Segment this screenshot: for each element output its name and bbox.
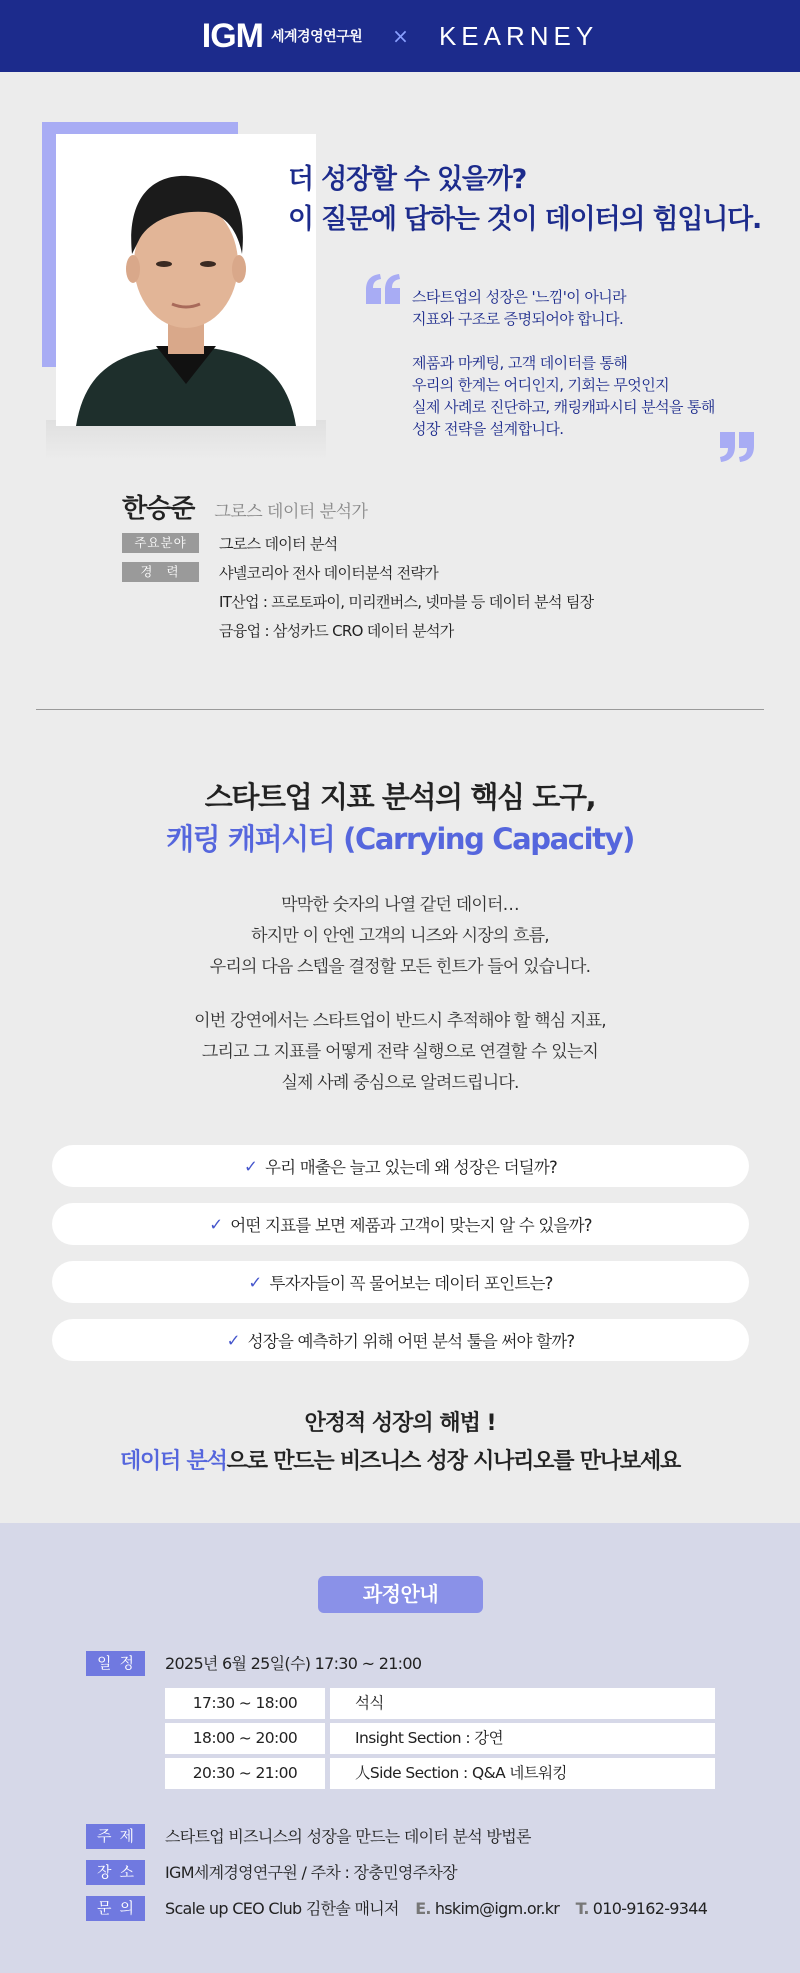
speaker-name: 한승준 [122, 494, 195, 524]
career-item: IT산업 : 프로토파이, 미리캔버스, 넷마블 등 데이터 분석 팀장 [219, 593, 594, 611]
description-line: 실제 사례 중심으로 알려드립니다. [281, 1073, 519, 1093]
description-line: 우리의 다음 스텝을 결정할 모든 힌트가 들어 있습니다. [209, 957, 591, 977]
career-item: 샤넬코리아 전사 데이터분석 전략가 [219, 564, 439, 582]
schedule-time: 18:00 ~ 20:00 [165, 1723, 325, 1754]
closing-line-2 [0, 1442, 800, 1482]
date-label: 일정 [86, 1651, 145, 1676]
contact-label: 문의 [86, 1896, 145, 1921]
schedule-desc: 人Side Section : Q&A 네트워킹 [330, 1758, 715, 1789]
quote-paragraph-1 [412, 286, 742, 330]
question-pill [52, 1319, 749, 1361]
contact-value [165, 1896, 707, 1921]
contact-email[interactable]: hskim@igm.or.kr [434, 1899, 560, 1918]
speaker-title: 그로스 데이터 분석가 [214, 502, 368, 522]
schedule-desc: Insight Section : 강연 [330, 1723, 715, 1754]
description-paragraph-2 [0, 1006, 800, 1099]
topic-label: 주제 [86, 1824, 145, 1849]
place-label: 장소 [86, 1860, 145, 1885]
contact-phone[interactable]: 010-9162-9344 [592, 1899, 708, 1918]
igm-logo-subtext: 세계경영연구원 [271, 29, 363, 45]
profile-field-row [122, 533, 593, 555]
speaker-portrait-icon [56, 134, 316, 426]
topic-value: 스타트업 비즈니스의 성장을 만드는 데이터 분석 방법론 [165, 1827, 531, 1846]
collab-separator: × [392, 24, 409, 48]
section-divider [36, 709, 764, 710]
schedule-time: 17:30 ~ 18:00 [165, 1688, 325, 1719]
schedule-table [165, 1688, 715, 1793]
description-line: 하지만 이 안엔 고객의 니즈와 시장의 흐름, [251, 926, 549, 946]
closing-highlight: 데이터 분석 [119, 1449, 227, 1474]
quote-line: 성장 전략을 설계합니다. [412, 420, 564, 438]
course-badge: 과정안내 [318, 1576, 483, 1613]
closing-rest: 으로 만드는 비즈니스 성장 시나리오를 만나보세요 [226, 1449, 681, 1474]
section-title-line-1: 스타트업 지표 분석의 핵심 도구, [204, 780, 596, 814]
date-value: 2025년 6월 25일(수) 17:30 ~ 21:00 [165, 1654, 422, 1673]
check-icon: ✓ [226, 1330, 240, 1350]
header-bar [0, 0, 800, 72]
question-pill [52, 1203, 749, 1245]
schedule-row [165, 1758, 715, 1789]
schedule-row [165, 1723, 715, 1754]
career-item: 금융업 : 삼성카드 CRO 데이터 분석가 [219, 622, 454, 640]
description-line: 그리고 그 지표를 어떻게 전략 실행으로 연결할 수 있는지 [201, 1042, 599, 1062]
question-text: 우리 매출은 늘고 있는데 왜 성장은 더딜까? [265, 1158, 558, 1177]
quote-line: 실제 사례로 진단하고, 캐링캐파시티 분석을 통해 [412, 398, 715, 416]
description-line: 막막한 숫자의 나열 같던 데이터… [281, 895, 519, 915]
tel-key: T. [575, 1899, 589, 1918]
field-value: 그로스 데이터 분석 [219, 535, 338, 553]
closing-line-1: 안정적 성장의 해법 ! [304, 1411, 496, 1436]
description-line: 이번 강연에서는 스타트업이 반드시 추적해야 할 핵심 지표, [194, 1011, 606, 1031]
open-quote-icon [366, 274, 400, 304]
check-icon: ✓ [248, 1272, 262, 1292]
section-title [0, 776, 800, 860]
check-icon: ✓ [209, 1214, 223, 1234]
headline-line-2: 이 질문에 답하는 것이 데이터의 힘입니다. [288, 204, 762, 235]
speaker-profile [122, 533, 593, 649]
quote-line: 스타트업의 성장은 '느낌'이 아니라 [412, 288, 627, 306]
speaker-heading [122, 488, 367, 525]
schedule-row [165, 1688, 715, 1719]
quote-line: 우리의 한계는 어디인지, 기회는 무엇인지 [412, 376, 669, 394]
headline-line-1: 더 성장할 수 있을까? [288, 164, 527, 195]
career-list [219, 562, 593, 642]
email-key: E. [415, 1899, 431, 1918]
igm-logo-text: IGM [201, 16, 263, 55]
question-pill [52, 1261, 749, 1303]
photo-shadow [46, 420, 326, 460]
speaker-photo [56, 134, 316, 426]
field-tag: 주요분야 [122, 533, 199, 553]
profile-career-row [122, 562, 593, 642]
quote-paragraph-2 [412, 352, 742, 440]
check-icon: ✓ [243, 1156, 258, 1176]
career-tag: 경력 [122, 562, 199, 582]
question-text: 성장을 예측하기 위해 어떤 분석 툴을 써야 할까? [247, 1332, 575, 1351]
schedule-time: 20:30 ~ 21:00 [165, 1758, 325, 1789]
question-text: 어떤 지표를 보면 제품과 고객이 맞는지 알 수 있을까? [230, 1216, 592, 1235]
question-text: 투자자들이 꼭 물어보는 데이터 포인트는? [269, 1274, 553, 1293]
quote-line: 제품과 마케팅, 고객 데이터를 통해 [412, 354, 628, 372]
section-title-line-2: 캐링 캐퍼시티 (Carrying Capacity) [166, 822, 634, 856]
question-pill [52, 1145, 749, 1187]
schedule-desc: 석식 [330, 1688, 715, 1719]
place-value: IGM세계경영연구원 / 주차 : 장충민영주차장 [165, 1863, 457, 1882]
intro-quote [412, 286, 742, 440]
closing-message [0, 1406, 800, 1482]
description-paragraph-1 [0, 890, 800, 983]
kearney-logo: KEARNEY [438, 20, 599, 51]
close-quote-icon [720, 432, 754, 462]
intro-headline [288, 160, 788, 240]
contact-name: Scale up CEO Club 김한솔 매니저 [165, 1899, 399, 1918]
quote-line: 지표와 구조로 증명되어야 합니다. [412, 310, 624, 328]
igm-logo [202, 17, 362, 56]
